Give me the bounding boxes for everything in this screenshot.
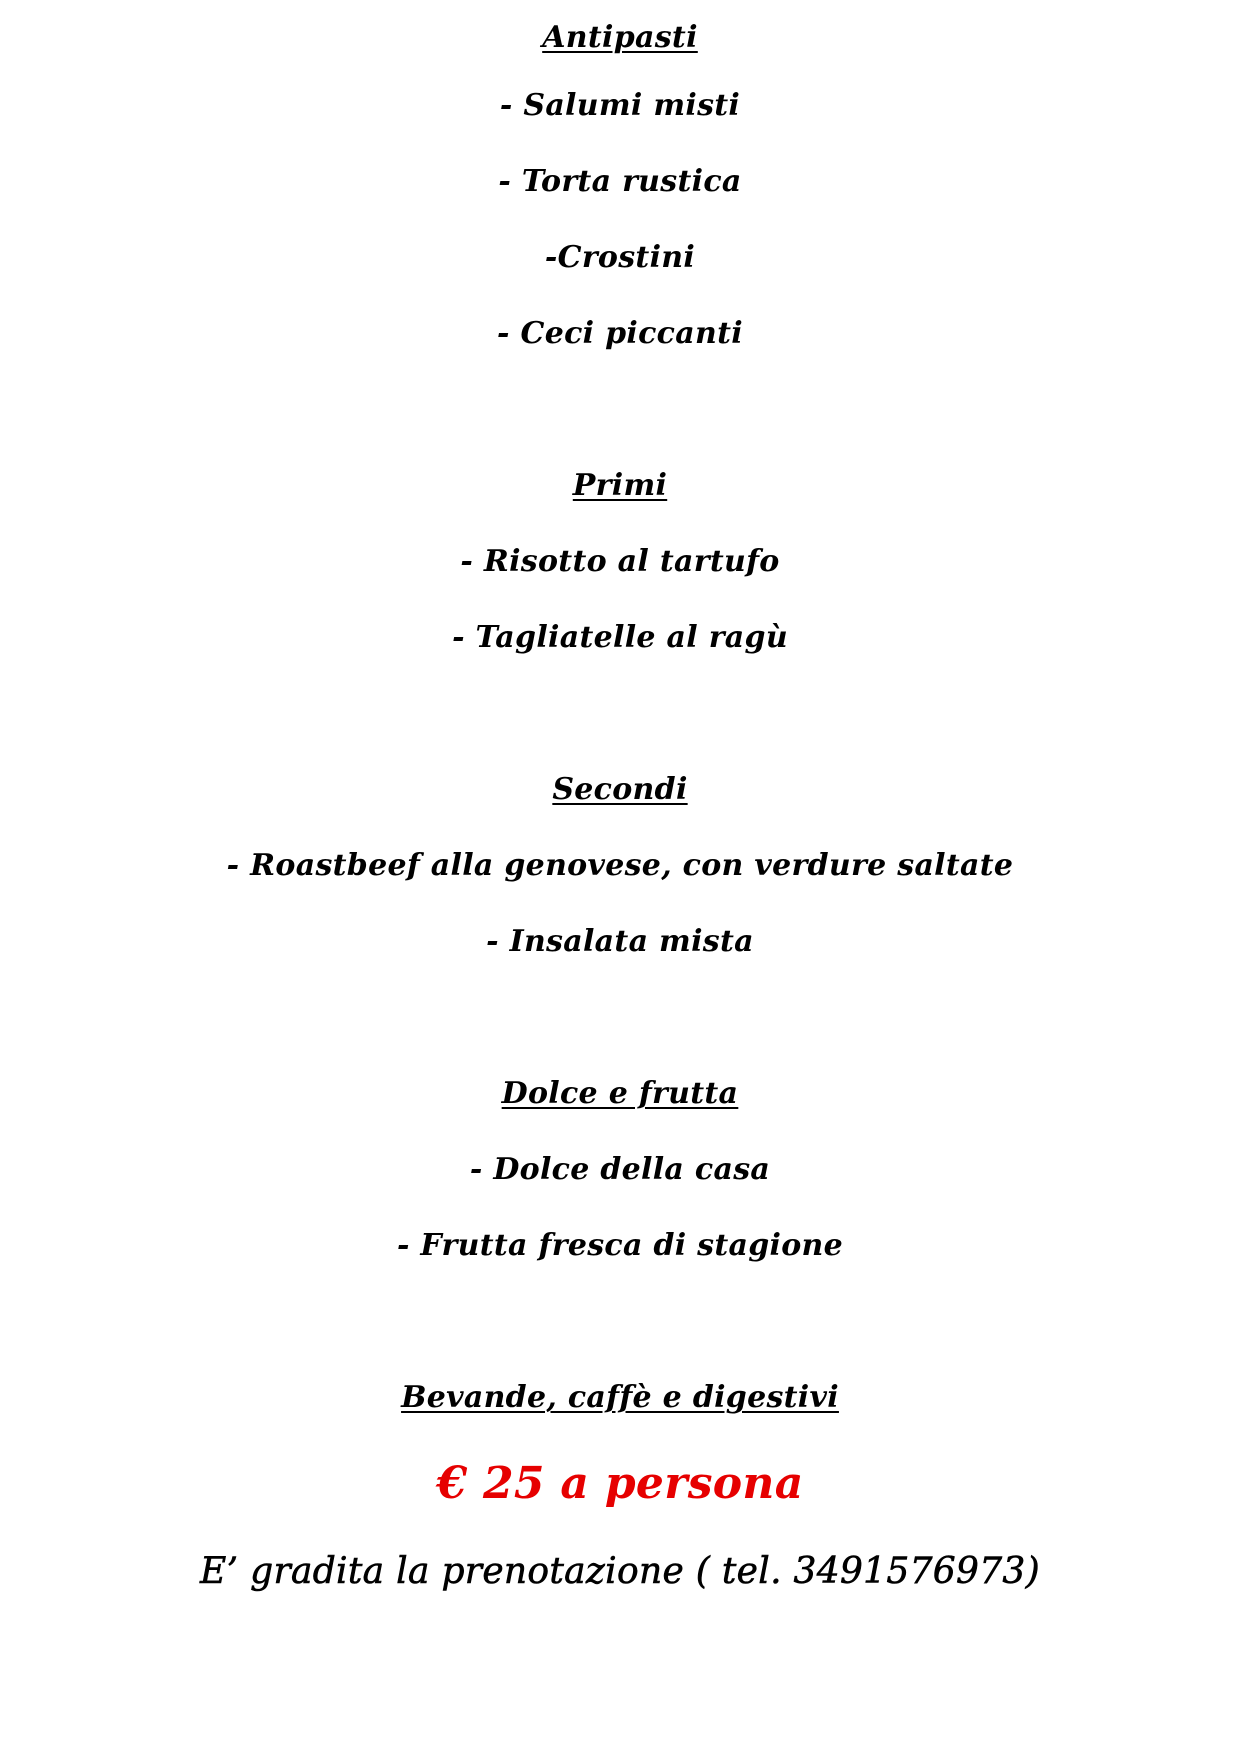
section-heading-bevande: Bevande, caffè e digestivi	[401, 1380, 839, 1415]
menu-item: - Tagliatelle al ragù	[452, 620, 788, 655]
section-heading-secondi: Secondi	[552, 772, 688, 807]
menu-item: - Frutta fresca di stagione	[396, 1228, 844, 1263]
section-heading-dolce-e-frutta: Dolce e frutta	[501, 1076, 739, 1111]
booking-note: E’ gradita la prenotazione ( tel. 3491576973)	[200, 1551, 1040, 1592]
menu-item: - Roastbeef alla genovese, con verdure saltate	[226, 848, 1014, 883]
menu-item: - Salumi misti	[499, 88, 741, 123]
section-heading-primi: Primi	[572, 468, 668, 503]
menu-item: - Dolce della casa	[469, 1152, 771, 1187]
menu-item: - Torta rustica	[498, 164, 742, 199]
menu-item: - Insalata mista	[486, 924, 754, 959]
menu-item: - Ceci piccanti	[497, 316, 743, 351]
price-per-person: € 25 a persona	[436, 1458, 804, 1509]
menu-item: -Crostini	[544, 240, 696, 275]
section-heading-antipasti: Antipasti	[542, 20, 698, 55]
menu-item: - Risotto al tartufo	[460, 544, 780, 579]
